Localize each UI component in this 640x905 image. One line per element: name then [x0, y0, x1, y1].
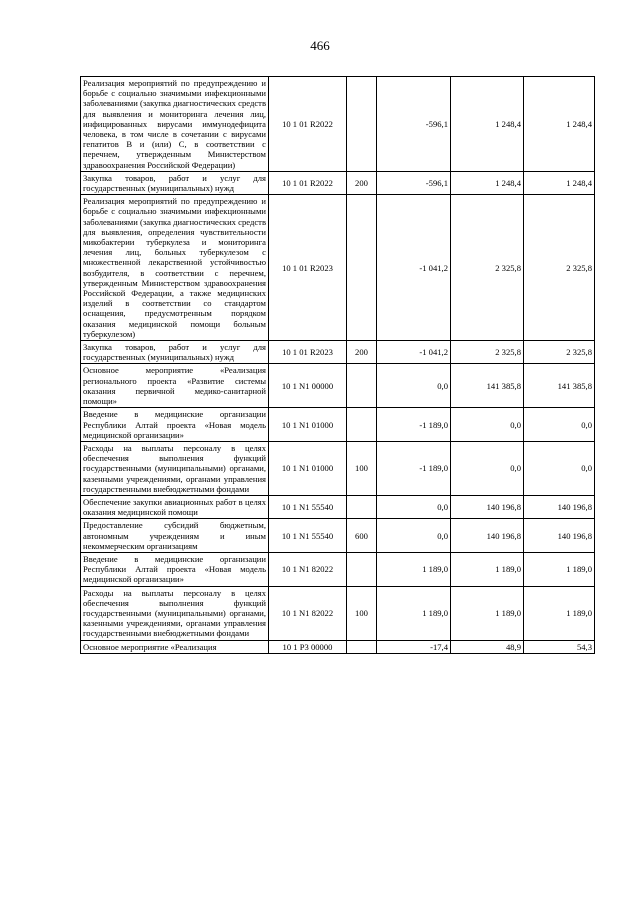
row-value-1-cell: -1 041,2 [377, 195, 451, 341]
row-value-3-cell: 1 248,4 [524, 171, 595, 194]
row-name-cell: Реализация мероприятий по предупреждению и борьбе с социально значимыми инфекционными заболеваниями (закупка диагностических средств для выявления, определения чувствительности микобактерии туберкулеза и мониторинга лечения лиц, больных туберкулезом с множественной лекарственной устойчивостью возбудителя, в соответствии с перечнем, утвержденным Министерством здравоохранения Российской Федерации, а также медицинских изделий в соответствии со стандартом оснащения, предусмотренным порядком оказания медицинской помощи больным туберкулезом) [81, 195, 269, 341]
row-vr-cell [347, 552, 377, 586]
row-code-cell: 10 1 N1 00000 [269, 364, 347, 408]
row-vr-cell [347, 195, 377, 341]
row-name-cell: Расходы на выплаты персоналу в целях обеспечения выполнения функций государственными (муниципальными) органами, казенными учреждениями, органами управления государственными внебюджетными фондами [81, 441, 269, 495]
row-value-2-cell: 1 248,4 [451, 77, 524, 172]
row-code-cell: 10 1 N1 82022 [269, 586, 347, 640]
row-value-2-cell: 140 196,8 [451, 519, 524, 553]
row-value-1-cell: 0,0 [377, 364, 451, 408]
row-code-cell: 10 1 N1 82022 [269, 552, 347, 586]
row-vr-cell: 600 [347, 519, 377, 553]
table-row [81, 495, 595, 518]
row-name-cell: Расходы на выплаты персоналу в целях обеспечения выполнения функций государственными (муниципальными) органами, казенными учреждениями, органами управления государственными внебюджетными фондами [81, 586, 269, 640]
row-name-cell: Основное мероприятие «Реализация регионального проекта «Развитие системы оказания первичной медико-санитарной помощи» [81, 364, 269, 408]
row-value-1-cell: 0,0 [377, 495, 451, 518]
table-row [81, 195, 595, 341]
row-value-1-cell: 1 189,0 [377, 586, 451, 640]
row-code-cell: 10 1 01 R2023 [269, 341, 347, 364]
page-number: 466 [310, 38, 330, 53]
row-value-3-cell: 0,0 [524, 441, 595, 495]
row-value-1-cell: -1 189,0 [377, 441, 451, 495]
row-value-3-cell: 0,0 [524, 408, 595, 442]
row-value-2-cell: 1 248,4 [451, 171, 524, 194]
table-row [81, 364, 595, 408]
row-name-cell: Предоставление субсидий бюджетным, автономным учреждениям и иным некоммерческим организациям [81, 519, 269, 553]
table-row [81, 640, 595, 653]
row-name-cell: Введение в медицинские организации Республики Алтай проекта «Новая модель медицинской организации» [81, 408, 269, 442]
row-value-1-cell: -596,1 [377, 171, 451, 194]
row-code-cell: 10 1 01 R2022 [269, 77, 347, 172]
table-row [81, 586, 595, 640]
row-vr-cell: 200 [347, 171, 377, 194]
row-value-2-cell: 2 325,8 [451, 341, 524, 364]
row-value-2-cell: 2 325,8 [451, 195, 524, 341]
row-code-cell: 10 1 P3 00000 [269, 640, 347, 653]
row-value-1-cell: -17,4 [377, 640, 451, 653]
row-code-cell: 10 1 N1 01000 [269, 408, 347, 442]
row-value-1-cell: 0,0 [377, 519, 451, 553]
row-value-1-cell: -596,1 [377, 77, 451, 172]
table-row [81, 552, 595, 586]
row-code-cell: 10 1 01 R2023 [269, 195, 347, 341]
row-value-2-cell: 141 385,8 [451, 364, 524, 408]
row-name-cell: Закупка товаров, работ и услуг для государственных (муниципальных) нужд [81, 171, 269, 194]
row-value-2-cell: 1 189,0 [451, 552, 524, 586]
row-name-cell: Реализация мероприятий по предупреждению и борьбе с социально значимыми инфекционными заболеваниями (закупка диагностических средств для выявления и мониторинга лечения лиц, инфицированных вирусами иммунодефицита человека, в том числе в сочетании с вирусами гепатитов В и (или) С, в соответствии с перечнем, утвержденным Министерством здравоохранения Российской Федерации) [81, 77, 269, 172]
row-value-3-cell: 2 325,8 [524, 195, 595, 341]
row-name-cell: Введение в медицинские организации Республики Алтай проекта «Новая модель медицинской организации» [81, 552, 269, 586]
row-value-2-cell: 0,0 [451, 408, 524, 442]
row-value-2-cell: 48,9 [451, 640, 524, 653]
row-name-cell: Закупка товаров, работ и услуг для государственных (муниципальных) нужд [81, 341, 269, 364]
row-vr-cell: 100 [347, 586, 377, 640]
row-value-3-cell: 2 325,8 [524, 341, 595, 364]
row-code-cell: 10 1 01 R2022 [269, 171, 347, 194]
row-vr-cell [347, 640, 377, 653]
table-row [81, 171, 595, 194]
row-value-3-cell: 1 189,0 [524, 586, 595, 640]
row-value-3-cell: 54,3 [524, 640, 595, 653]
row-vr-cell [347, 408, 377, 442]
table-row [81, 77, 595, 172]
row-value-1-cell: -1 189,0 [377, 408, 451, 442]
row-value-3-cell: 141 385,8 [524, 364, 595, 408]
table-row [81, 408, 595, 442]
row-name-cell: Основное мероприятие «Реализация [81, 640, 269, 653]
row-vr-cell [347, 364, 377, 408]
row-value-3-cell: 140 196,8 [524, 495, 595, 518]
row-name-cell: Обеспечение закупки авиационных работ в целях оказания медицинской помощи [81, 495, 269, 518]
row-value-2-cell: 0,0 [451, 441, 524, 495]
row-code-cell: 10 1 N1 55540 [269, 495, 347, 518]
row-value-3-cell: 1 189,0 [524, 552, 595, 586]
table-row [81, 341, 595, 364]
row-value-1-cell: 1 189,0 [377, 552, 451, 586]
row-value-2-cell: 140 196,8 [451, 495, 524, 518]
budget-table [80, 76, 595, 654]
row-vr-cell [347, 77, 377, 172]
row-vr-cell [347, 495, 377, 518]
table-row [81, 441, 595, 495]
row-code-cell: 10 1 N1 01000 [269, 441, 347, 495]
table-row [81, 519, 595, 553]
row-value-3-cell: 140 196,8 [524, 519, 595, 553]
row-value-1-cell: -1 041,2 [377, 341, 451, 364]
row-value-3-cell: 1 248,4 [524, 77, 595, 172]
row-vr-cell: 200 [347, 341, 377, 364]
row-code-cell: 10 1 N1 55540 [269, 519, 347, 553]
row-vr-cell: 100 [347, 441, 377, 495]
row-value-2-cell: 1 189,0 [451, 586, 524, 640]
table-body [81, 77, 595, 654]
